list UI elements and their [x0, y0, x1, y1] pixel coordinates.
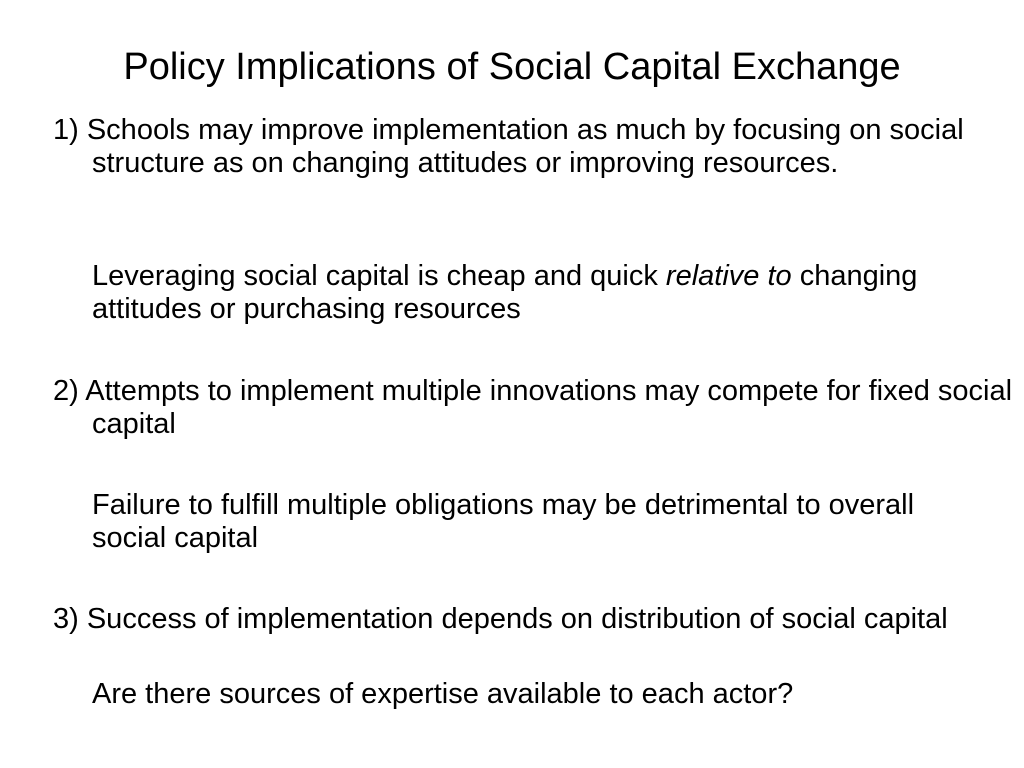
point-1: 1) Schools may improve implementation as much by focusing on social structure as on changing attitudes or improving resources.: [53, 114, 964, 179]
point-1-subpoint-emphasis: relative to: [665, 260, 792, 292]
point-1-subpoint-text-b: changing attitudes or purchasing resources: [92, 260, 918, 325]
point-2-subpoint: Failure to fulfill multiple obligations may be detrimental to overall social capital: [92, 489, 915, 554]
slide-title: Policy Implications of Social Capital Exchange: [123, 46, 901, 88]
point-1-subpoint: [92, 260, 972, 326]
point-2: 2) Attempts to implement multiple innovations may compete for fixed social capital: [53, 375, 1013, 440]
point-3: 3) Success of implementation depends on distribution of social capital: [53, 603, 948, 635]
point-1-subpoint-text-a: Leveraging social capital is cheap and quick: [92, 260, 666, 292]
point-3-subpoint: Are there sources of expertise available to each actor?: [92, 678, 794, 710]
